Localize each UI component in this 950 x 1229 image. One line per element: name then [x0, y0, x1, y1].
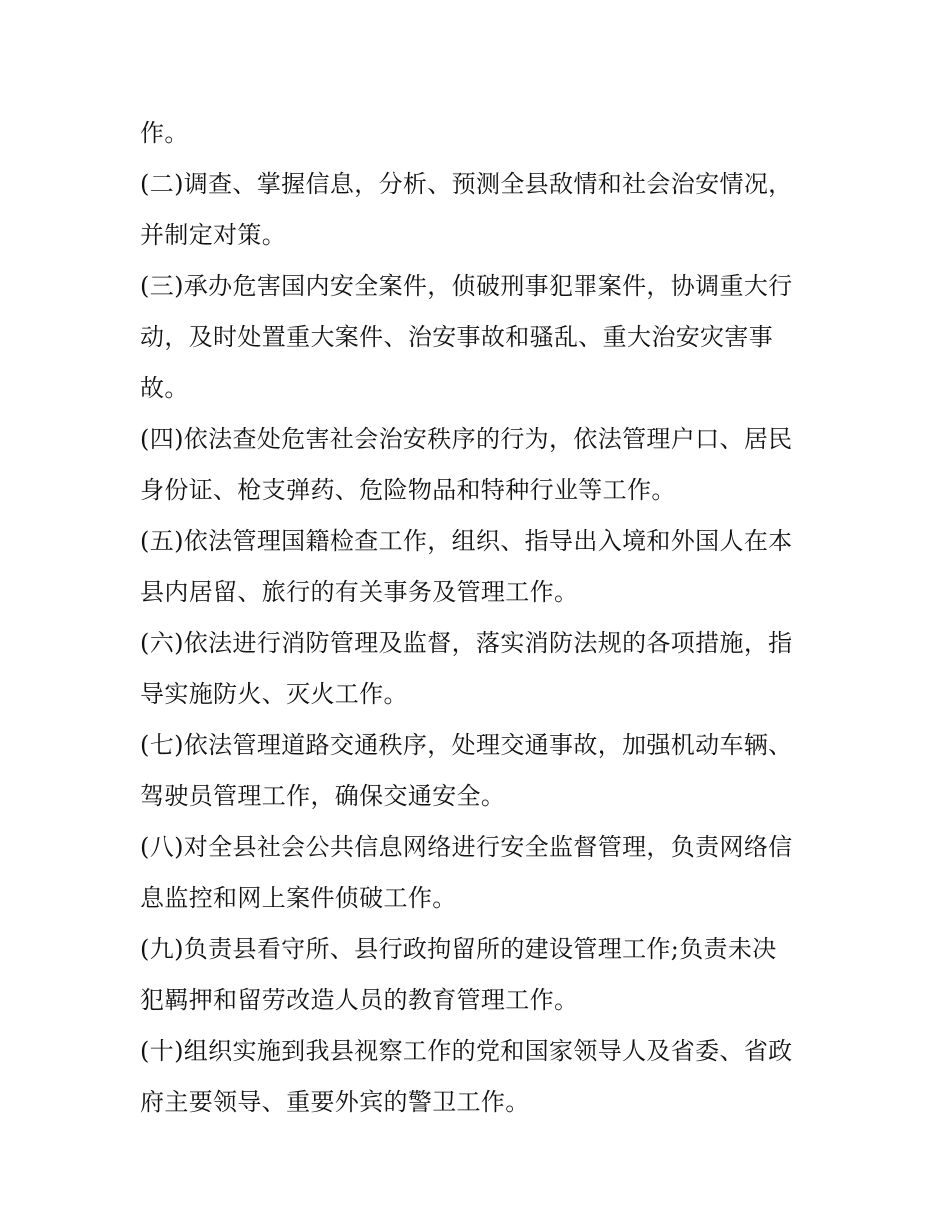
text-line: 县内居留、旅行的有关事务及管理工作。 [140, 578, 579, 606]
text-line: 故。 [140, 374, 189, 402]
text-line: 息监控和网上案件侦破工作。 [140, 884, 457, 912]
text-line: 身份证、枪支弹药、危险物品和特种行业等工作。 [140, 476, 676, 504]
document-body [140, 108, 820, 1128]
text-line: (八)对全县社会公共信息网络进行安全监督管理，负责网络信 [140, 833, 793, 861]
text-line: (二)调查、掌握信息，分析、预测全县敌情和社会治安情况， [140, 170, 793, 198]
text-line: 并制定对策。 [140, 221, 287, 249]
text-line: 驾驶员管理工作，确保交通安全。 [140, 782, 506, 810]
text-line: (六)依法进行消防管理及监督，落实消防法规的各项措施，指 [140, 629, 793, 657]
text-line: (七)依法管理道路交通秩序，处理交通事故，加强机动车辆、 [140, 731, 793, 759]
text-line: 府主要领导、重要外宾的警卫工作。 [140, 1088, 530, 1116]
text-line: 动，及时处置重大案件、治安事故和骚乱、重大治安灾害事 [140, 323, 774, 351]
text-line: (十)组织实施到我县视察工作的党和国家领导人及省委、省政 [140, 1037, 793, 1065]
text-line: (九)负责县看守所、县行政拘留所的建设管理工作;负责未决 [140, 935, 777, 963]
text-line: 导实施防火、灭火工作。 [140, 680, 408, 708]
text-line: 犯羁押和留劳改造人员的教育管理工作。 [140, 986, 579, 1014]
text-line: (四)依法查处危害社会治安秩序的行为，依法管理户口、居民 [140, 425, 793, 453]
text-line: 作。 [140, 119, 189, 147]
text-line: (三)承办危害国内安全案件，侦破刑事犯罪案件，协调重大行 [140, 272, 793, 300]
text-line: (五)依法管理国籍检查工作，组织、指导出入境和外国人在本 [140, 527, 793, 555]
